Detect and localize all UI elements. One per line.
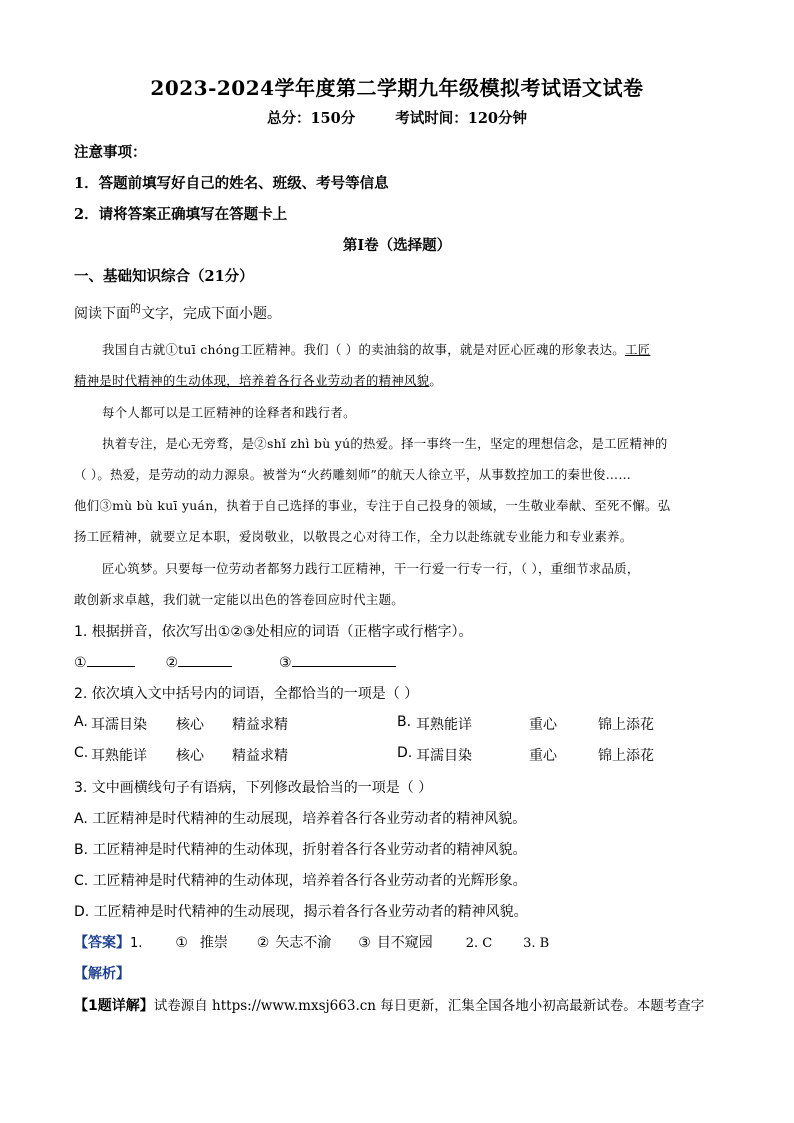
blank-2[interactable] [178, 652, 232, 667]
passage-p3-line2: （ ）。热爱，是劳动的动力源泉。被誉为“火药雕刻师”的航天人徐立平，从事数控加工的秦世俊…… [74, 467, 632, 482]
passage-p4-line1: 匠心筑梦。只要每一位劳动者都努力践行工匠精神，干一行爱一行专一行，（ ），重细节求品质， [102, 561, 640, 576]
question-1-stem: 1. 根据拼音，依次写出①②③处相应的词语（正楷字或行楷字）。 [74, 624, 473, 640]
detail-text: 试卷源自 https://www.mxsj663.cn 每日更新，汇集全国各地小初高最新试卷。本题考查字 [153, 998, 705, 1014]
question-3-option-c: C. 工匠精神是时代精神的生动体现，培养着各行各业劳动者的光辉形象。 [74, 873, 527, 889]
answer-2: 2. C [465, 936, 493, 951]
blank-1[interactable] [87, 652, 135, 667]
passage-p3-line4: 扬工匠精神，就要立足本职，爱岗敬业，以敬畏之心对待工作，全力以赴练就专业能力和专业素养。 [74, 529, 633, 544]
exam-meta [0, 107, 794, 128]
passage-p1-line1: 我国自古就①tuī chóng工匠精神。我们（ ）的卖油翁的故事，就是对匠心匠魂的形象表达。工匠 [102, 342, 651, 357]
passage-p2: 每个人都可以是工匠精神的诠释者和践行者。 [102, 405, 356, 420]
answer-1-3: 目不窥园 [376, 935, 433, 951]
page-title: 2023-2024学年度第二学期九年级模拟考试语文试卷 [150, 76, 644, 100]
passage-p3-line3: 他们③mù bù kuī yuán，执着于自己选择的事业，专注于自己投身的领域，一生敬业奉献、至死不懈。弘 [74, 498, 671, 513]
question-3-option-b: B. 工匠精神是时代精神的生动体现，折射着各行各业劳动者的精神风貌。 [74, 842, 527, 858]
passage-p3-line1: 执着专注，是心无旁骛，是②shǐ zhì bù yú的热爱。择一事终一生，坚定的理想信念，是工匠精神的 [102, 436, 668, 451]
question-3-stem: 3. 文中画横线句子有语病，下列修改最恰当的一项是（ ） [74, 780, 433, 796]
question-3-option-d: D. 工匠精神是时代精神的生动展现，揭示着各行各业劳动者的精神风貌。 [74, 904, 528, 920]
analysis-label: 【解析】 [74, 966, 130, 982]
passage-p4-line2: 敢创新求卓越，我们就一定能以出色的答卷回应时代主题。 [74, 592, 404, 607]
reading-intro: 阅读下面$^的$文字，完成下面小题。 [74, 302, 281, 322]
question-1-blanks: ① ② ③ [74, 652, 396, 671]
answer-label: 【答案】 [74, 935, 130, 951]
note-item-2: 2．请将答案正确填写在答题卡上 [74, 206, 288, 223]
question-2-stem: 2. 依次填入文中括号内的词语，全都恰当的一项是（ ） [74, 686, 419, 702]
volume-heading: 第Ⅰ卷（选择题） [342, 237, 452, 254]
detail-row [74, 994, 704, 1015]
passage-p1-line2: 精神是时代精神的生动体现，培养着各行各业劳动者的精神风貌。 [74, 373, 443, 388]
answer-1-2: 矢志不渝 [275, 935, 332, 951]
total-score: 总分：150分 [266, 110, 356, 127]
underlined-sentence: 精神是时代精神的生动体现，培养着各行各业劳动者的精神风貌 [74, 373, 430, 388]
question-3-option-a: A. 工匠精神是时代精神的生动展现，培养着各行各业劳动者的精神风貌。 [74, 811, 527, 827]
section-heading: 一、基础知识综合（21分） [74, 268, 254, 285]
exam-page: 2023-2024学年度第二学期九年级模拟考试语文试卷 总分：150分 考试时间：120分钟 注意事项： 1．答题前填写好自己的姓名、班级、考号等信息 2．请将答案正确填写在答题卡上 第Ⅰ卷（选择题） 一、基础知识综合（21分） 阅读下面$^的$文字，完成下面小题。 我国自古就①tuī chóng工匠精神。我们（ ）的卖油翁的故事，就是对匠心匠魂的形象表达。工匠 精神是时代精神的生动体现，培养着各行各业劳动者的精神风貌。 每个人都可以是工匠精神的诠释者和践行者。 执着专注，是心无旁骛，是②shǐ zhì bù yú的热爱。择一事终一生，坚定的理想信念，是工匠精神的 （ ）。热爱，是劳动的动力源泉。被誉为“火药雕刻师”的航天人徐立平，从事数控加工的秦世俊…… 他们③mù bù kuī yuán，执着于自己选择的事业，专注于自己投身的领域，一生敬业奉献、至死不懈。弘 扬工匠精神，就要立足本职，爱岗敬业，以敬畏之心对待工作，全力以赴练就专业能力和专业素养。 匠心筑梦。只要每一位劳动者都努力践行工匠精神，干一行爱一行专一行，（ ），重细节求品质， 敢创新求卓越，我们就一定能以出色的答卷回应时代主题。 1. 根据拼音，依次写出①②③处相应的词语（正楷字或行楷字）。 ① ② ③ 2. 依次填入文中括号内的词语，全都恰当的一项是（ ） A. 耳濡目染 核心 精益求精 B. 耳熟能详 重心 锦上添花 C. 耳熟能详 核心 精益求精 D. 耳濡目染 重心 锦上添花 3. 文中画横线句子有语病，下列修改最恰当的一项是（ ） A. 工匠精神是时代精神的生动展现，培养着各行各业劳动者的精神风貌。 B. 工匠精神是时代精神的生动体现，折射着各行各业劳动者的精神风貌。 C. 工匠精神是时代精神的生动体现，培养着各行各业劳动者的光辉形象。 D. 工匠精神是时代精神的生动展现，揭示着各行各业劳动者的精神风貌。 【答案】1. ① 推崇 ② 矢志不渝 ③ 目不窥园 2. C 3. B 【解析】 【1题详解】试卷源自 https://www.mxsj663.cn 每日更新，汇集全国各地小初高最新试卷。本题考查字 [0, 0, 794, 1123]
notes-heading: 注意事项： [74, 144, 147, 161]
blank-3[interactable] [292, 652, 396, 667]
answer-1-1: 推崇 [199, 935, 228, 951]
answer-3: 3. B [523, 936, 550, 951]
answer-row: 【答案】1. ① 推崇 ② 矢志不渝 ③ 目不窥园 2. C 3. B [74, 935, 550, 951]
detail-label: 【1题详解】 [74, 998, 154, 1014]
note-item-1: 1．答题前填写好自己的姓名、班级、考号等信息 [74, 175, 389, 192]
exam-time: 考试时间：120分钟 [395, 110, 528, 127]
